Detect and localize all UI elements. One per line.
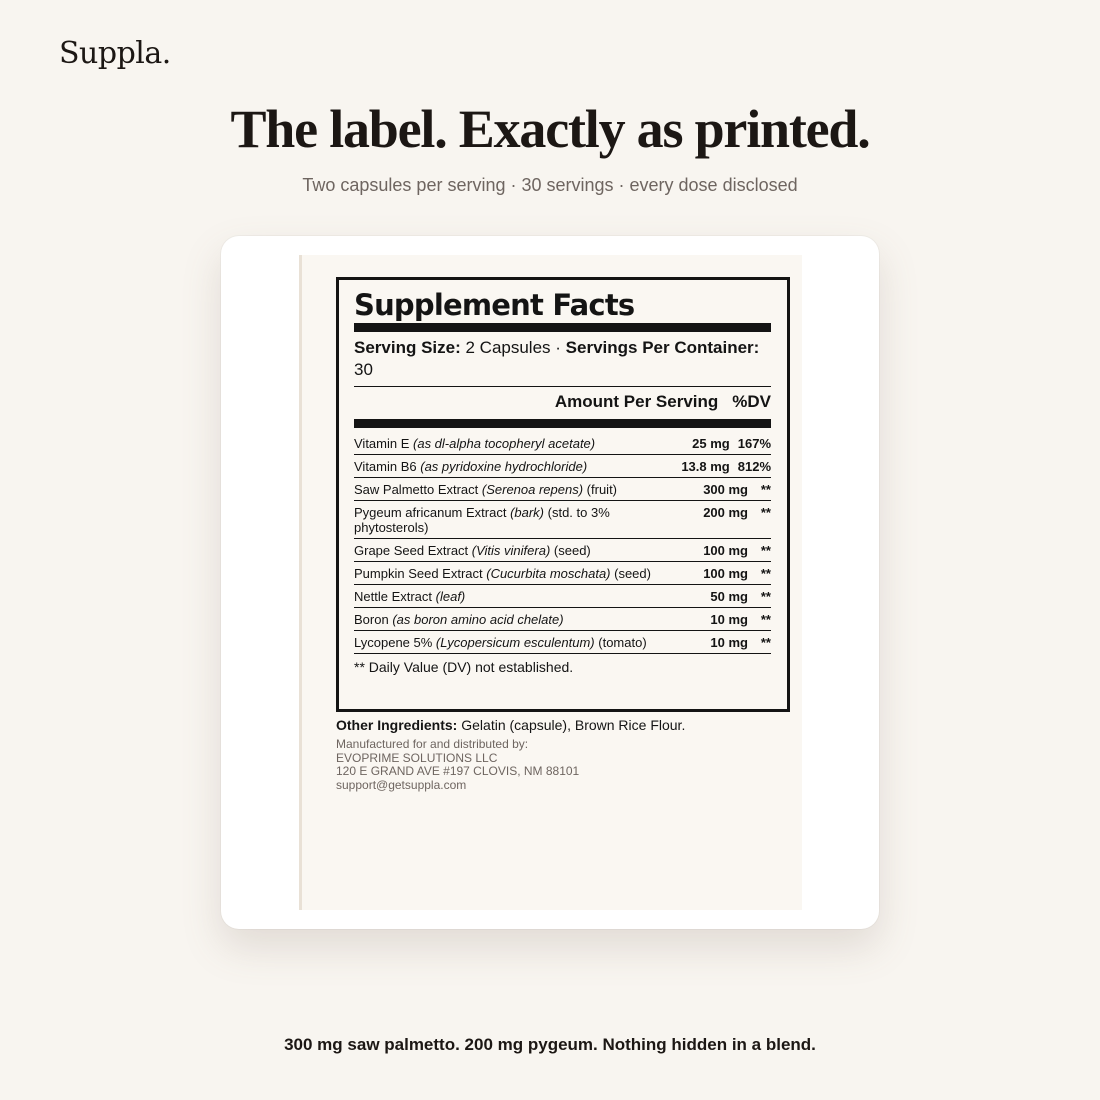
serving-size-label: Serving Size: <box>354 338 461 357</box>
manufacturer-line: Manufactured for and distributed by: <box>336 737 529 751</box>
nutrient-name: Vitamin E (as dl-alpha tocopheryl acetate) <box>354 436 596 451</box>
facts-title: Supplement Facts <box>354 288 635 322</box>
nutrient-amount: 300 mg <box>703 482 748 497</box>
nutrient-name: Vitamin B6 (as pyridoxine hydrochloride) <box>354 459 588 474</box>
nutrient-row <box>354 478 771 501</box>
tagline: 300 mg saw palmetto. 200 mg pygeum. Nothing hidden in a blend. <box>284 1035 816 1054</box>
facts-divider-medium <box>354 419 771 428</box>
page-headline: The label. Exactly as printed. <box>230 99 870 159</box>
nutrient-row <box>354 608 771 631</box>
nutrient-amount: 10 mg <box>710 612 748 627</box>
serving-info <box>354 332 771 386</box>
nutrient-name: Nettle Extract (leaf) <box>354 589 466 604</box>
nutrient-dv: ** <box>760 612 771 627</box>
facts-divider-thick <box>354 323 771 332</box>
nutrient-row <box>354 455 771 478</box>
nutrient-rows <box>354 432 771 654</box>
nutrient-dv: ** <box>760 505 771 520</box>
nutrient-name: Grape Seed Extract (Vitis vinifera) (seed) <box>354 543 591 558</box>
nutrient-dv: ** <box>760 543 771 558</box>
nutrient-name: Pumpkin Seed Extract (Cucurbita moschata) (seed) <box>354 566 651 581</box>
brand-logo: Suppla. <box>59 36 171 71</box>
other-ingredients-label: Other Ingredients: <box>336 717 458 733</box>
nutrient-amount: 25 mg <box>692 436 730 451</box>
nutrient-name: Pygeum africanum Extract (bark) (std. to 3% phytosterols) <box>354 505 610 535</box>
nutrient-dv: ** <box>760 566 771 581</box>
nutrient-row <box>354 585 771 608</box>
amount-header-row <box>354 387 771 417</box>
nutrient-row <box>354 539 771 562</box>
serving-size-value: 2 Capsules · <box>460 338 566 357</box>
other-ingredients <box>336 717 796 733</box>
nutrient-row <box>354 501 771 539</box>
nutrient-amount: 100 mg <box>703 566 748 581</box>
nutrient-amount: 100 mg <box>703 543 748 558</box>
dv-footnote: ** Daily Value (DV) not established. <box>354 659 574 675</box>
manufacturer-name: EVOPRIME SOLUTIONS LLC <box>336 750 498 765</box>
manufacturer-address: 120 E GRAND AVE #197 CLOVIS, NM 88101 <box>336 764 580 778</box>
nutrient-dv: 812% <box>737 459 771 474</box>
nutrient-dv: ** <box>760 635 771 650</box>
nutrient-amount: 10 mg <box>710 635 748 650</box>
supplement-facts-panel <box>336 277 790 712</box>
support-email: support@getsuppla.com <box>336 777 467 792</box>
nutrient-name: Boron (as boron amino acid chelate) <box>354 612 564 627</box>
amount-header: Amount Per Serving <box>554 392 719 411</box>
nutrient-row <box>354 562 771 585</box>
nutrient-amount: 200 mg <box>703 505 748 520</box>
nutrient-dv: ** <box>760 482 771 497</box>
nutrient-amount: 13.8 mg <box>681 459 730 474</box>
manufacturer-info <box>336 738 796 792</box>
servings-per-label: Servings Per Container: <box>565 338 760 357</box>
servings-per-value: 30 <box>354 360 373 379</box>
nutrient-row <box>354 631 771 654</box>
nutrient-dv: ** <box>760 589 771 604</box>
nutrient-row <box>354 432 771 455</box>
page-subhead: Two capsules per serving · 30 servings · every dose disclosed <box>302 175 798 195</box>
dv-header: %DV <box>732 392 771 411</box>
nutrient-amount: 50 mg <box>710 589 748 604</box>
nutrient-name: Saw Palmetto Extract (Serenoa repens) (fruit) <box>354 482 618 497</box>
nutrient-dv: 167% <box>737 436 771 451</box>
other-ingredients-value: Gelatin (capsule), Brown Rice Flour. <box>457 717 686 733</box>
nutrient-name: Lycopene 5% (Lycopersicum esculentum) (tomato) <box>354 635 647 650</box>
